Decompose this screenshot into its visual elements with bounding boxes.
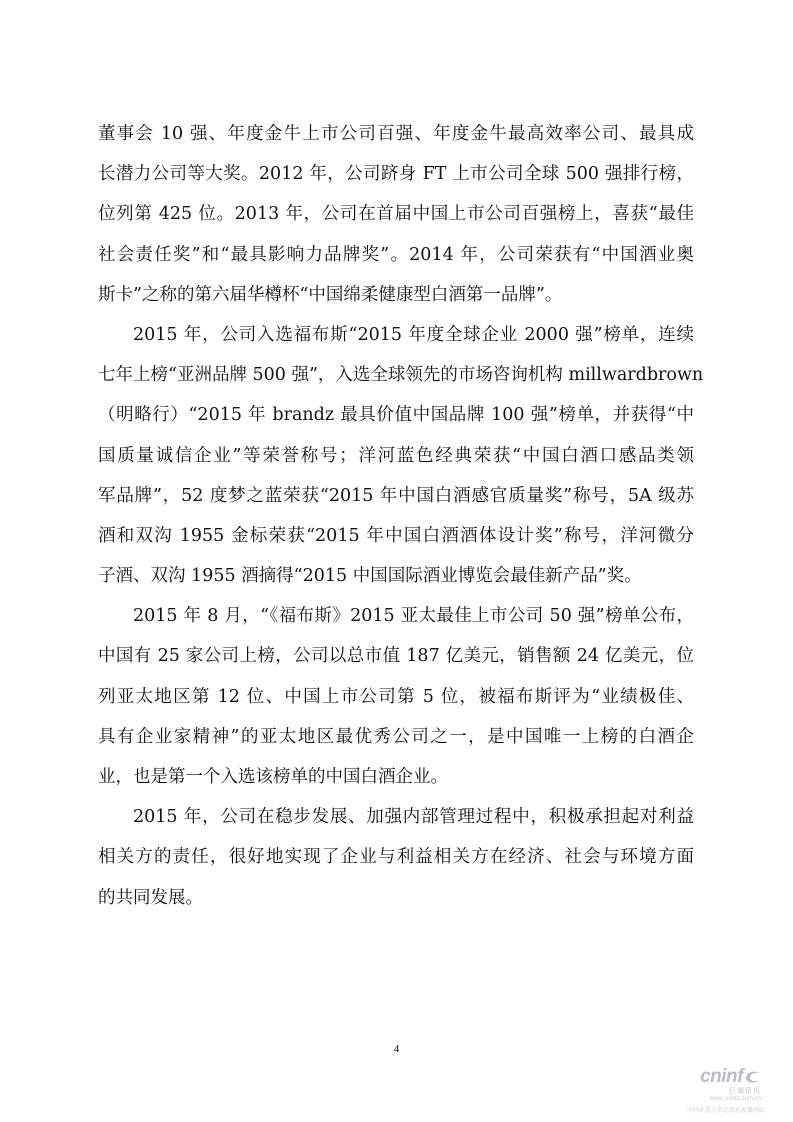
paragraph-2 [98,315,704,596]
text-line: 位列第 425 位。2013 年，公司在首届中国上市公司百强榜上，喜获“最佳 [98,204,694,225]
text-line: 的共同发展。 [98,887,203,908]
text-line: 业，也是第一个入选该榜单的中国白酒企业。 [98,767,448,787]
text-line: 七年上榜“亚洲品牌 500 强”，入选全球领先的市场咨询机构 millwardbrown [98,365,704,386]
cninfo-watermark [645,1064,765,1114]
text-line: 具有企业家精神”的亚太地区最优秀公司之一，是中国唯一上榜的白酒企 [98,726,694,747]
paragraph-1 [98,114,694,315]
text-line: 酒和双沟 1955 金标荣获“2015 年中国白酒酒体设计奖”称号，洋河微分 [98,525,694,546]
paragraph-3 [98,596,694,797]
document-body [98,114,704,918]
text-line: 2015 年，公司入选福布斯“2015 年度全球企业 2000 强”榜单，连续 [133,324,694,345]
watermark-brand: cninf [700,1066,743,1087]
text-line: 社会责任奖”和“最具影响力品牌奖”。2014 年，公司荣获有“中国酒业奥 [98,244,694,265]
paragraph-4 [98,797,694,918]
text-line: 子酒、双沟 1955 酒摘得“2015 中国国际酒业博览会最佳新产品”奖。 [98,566,642,587]
watermark-tagline: 中国证监会指定信息披露网站 [686,1107,765,1114]
watermark-cn-name: 巨潮资讯 [729,1087,761,1095]
page-number: 4 [393,1043,400,1055]
text-line: 国质量诚信企业”等荣誉称号；洋河蓝色经典荣获“中国白酒口感品类领 [98,445,694,466]
swirl-logo-icon [743,1068,763,1084]
text-line: 长潜力公司等大奖。2012 年，公司跻身 FT 上市公司全球 500 强排行榜， [98,164,694,185]
text-line: （明略行）“2015 年 brandz 最具价值中国品牌 100 强”榜单，并获得“中 [98,405,694,426]
text-line: 军品牌”，52 度梦之蓝荣获“2015 年中国白酒感官质量奖”称号，5A 级苏 [98,485,694,506]
watermark-url: www.cninfo.com.cn [709,1096,761,1102]
text-line: 相关方的责任，很好地实现了企业与利益相关方在经济、社会与环境方面 [98,847,694,868]
text-line: 斯卡”之称的第六届华樽杯“中国绵柔健康型白酒第一品牌”。 [98,284,563,305]
text-line: 2015 年 8 月，“《福布斯》2015 亚太最佳上市公司 50 强”榜单公布， [133,606,694,627]
text-line: 中国有 25 家公司上榜，公司以总市值 187 亿美元，销售额 24 亿美元，位 [98,646,694,667]
text-line: 列亚太地区第 12 位、中国上市公司第 5 位，被福布斯评为“业绩极佳、 [98,686,694,707]
text-line: 董事会 10 强、年度金牛上市公司百强、年度金牛最高效率公司、最具成 [98,124,694,144]
text-line: 2015 年，公司在稳步发展、加强内部管理过程中，积极承担起对利益 [133,807,694,828]
